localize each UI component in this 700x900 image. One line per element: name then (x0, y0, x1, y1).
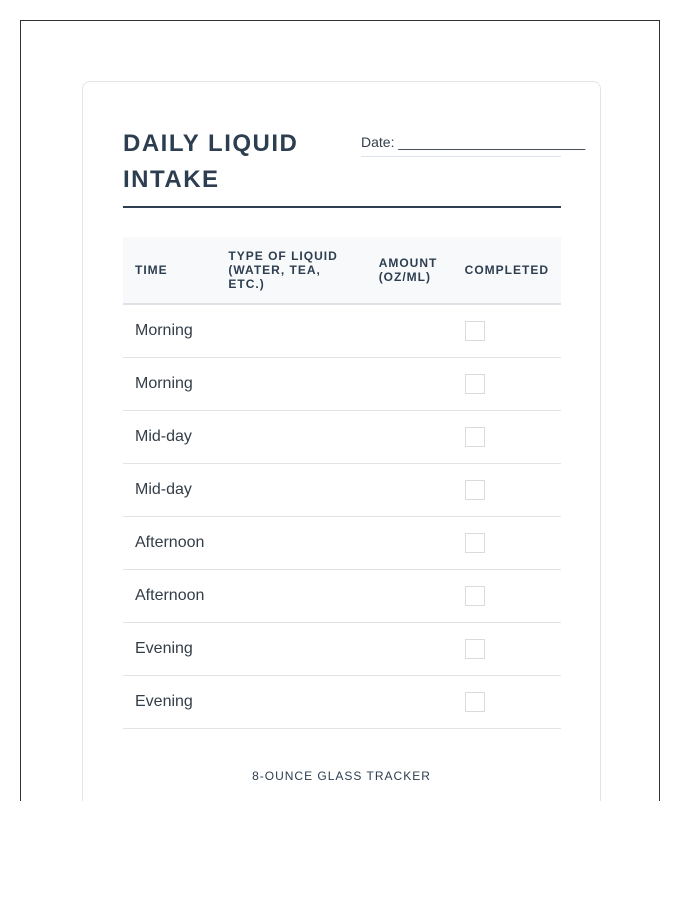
intake-table (123, 237, 561, 729)
column-header-type: TYPE OF LIQUID (WATER, TEA, ETC.) (228, 249, 338, 291)
date-field[interactable]: Date: ________________________ (361, 134, 561, 157)
column-header-amount: AMOUNT (OZ/ML) (378, 256, 438, 284)
type-cell[interactable] (216, 304, 366, 357)
completed-cell (453, 410, 561, 463)
amount-cell[interactable] (367, 304, 453, 357)
table-row (123, 675, 561, 728)
amount-cell[interactable] (367, 463, 453, 516)
type-cell[interactable] (216, 622, 366, 675)
table-row (123, 622, 561, 675)
amount-cell[interactable] (367, 622, 453, 675)
completed-checkbox[interactable] (465, 533, 485, 553)
time-cell: Afternoon (135, 586, 205, 604)
column-header-time: TIME (135, 263, 168, 277)
completed-cell (453, 675, 561, 728)
amount-cell[interactable] (367, 516, 453, 569)
table-row (123, 357, 561, 410)
type-cell[interactable] (216, 463, 366, 516)
type-cell[interactable] (216, 675, 366, 728)
time-cell: Mid-day (135, 480, 192, 498)
type-cell[interactable] (216, 410, 366, 463)
table-row (123, 304, 561, 357)
amount-cell[interactable] (367, 357, 453, 410)
completed-cell (453, 622, 561, 675)
page-frame (20, 20, 660, 801)
table-row (123, 569, 561, 622)
completed-checkbox[interactable] (465, 427, 485, 447)
footer-caption: 8-OUNCE GLASS TRACKER (252, 769, 431, 783)
completed-checkbox[interactable] (465, 639, 485, 659)
time-cell: Afternoon (135, 533, 205, 551)
completed-cell (453, 463, 561, 516)
time-cell: Evening (135, 692, 193, 710)
type-cell[interactable] (216, 569, 366, 622)
completed-cell (453, 357, 561, 410)
completed-checkbox[interactable] (465, 321, 485, 341)
completed-checkbox[interactable] (465, 586, 485, 606)
amount-cell[interactable] (367, 410, 453, 463)
table-row (123, 516, 561, 569)
completed-checkbox[interactable] (465, 692, 485, 712)
tracker-card (82, 81, 601, 801)
time-cell: Morning (135, 321, 193, 339)
completed-checkbox[interactable] (465, 374, 485, 394)
table-row (123, 463, 561, 516)
page-title: DAILY LIQUID INTAKE (123, 130, 299, 193)
table-header-row (123, 237, 561, 304)
time-cell: Evening (135, 639, 193, 657)
completed-cell (453, 569, 561, 622)
amount-cell[interactable] (367, 675, 453, 728)
time-cell: Morning (135, 374, 193, 392)
time-cell: Mid-day (135, 427, 192, 445)
column-header-completed: COMPLETED (464, 263, 549, 277)
amount-cell[interactable] (367, 569, 453, 622)
completed-checkbox[interactable] (465, 480, 485, 500)
completed-cell (453, 516, 561, 569)
type-cell[interactable] (216, 357, 366, 410)
type-cell[interactable] (216, 516, 366, 569)
document-header (123, 122, 586, 208)
completed-cell (453, 304, 561, 357)
table-row (123, 410, 561, 463)
